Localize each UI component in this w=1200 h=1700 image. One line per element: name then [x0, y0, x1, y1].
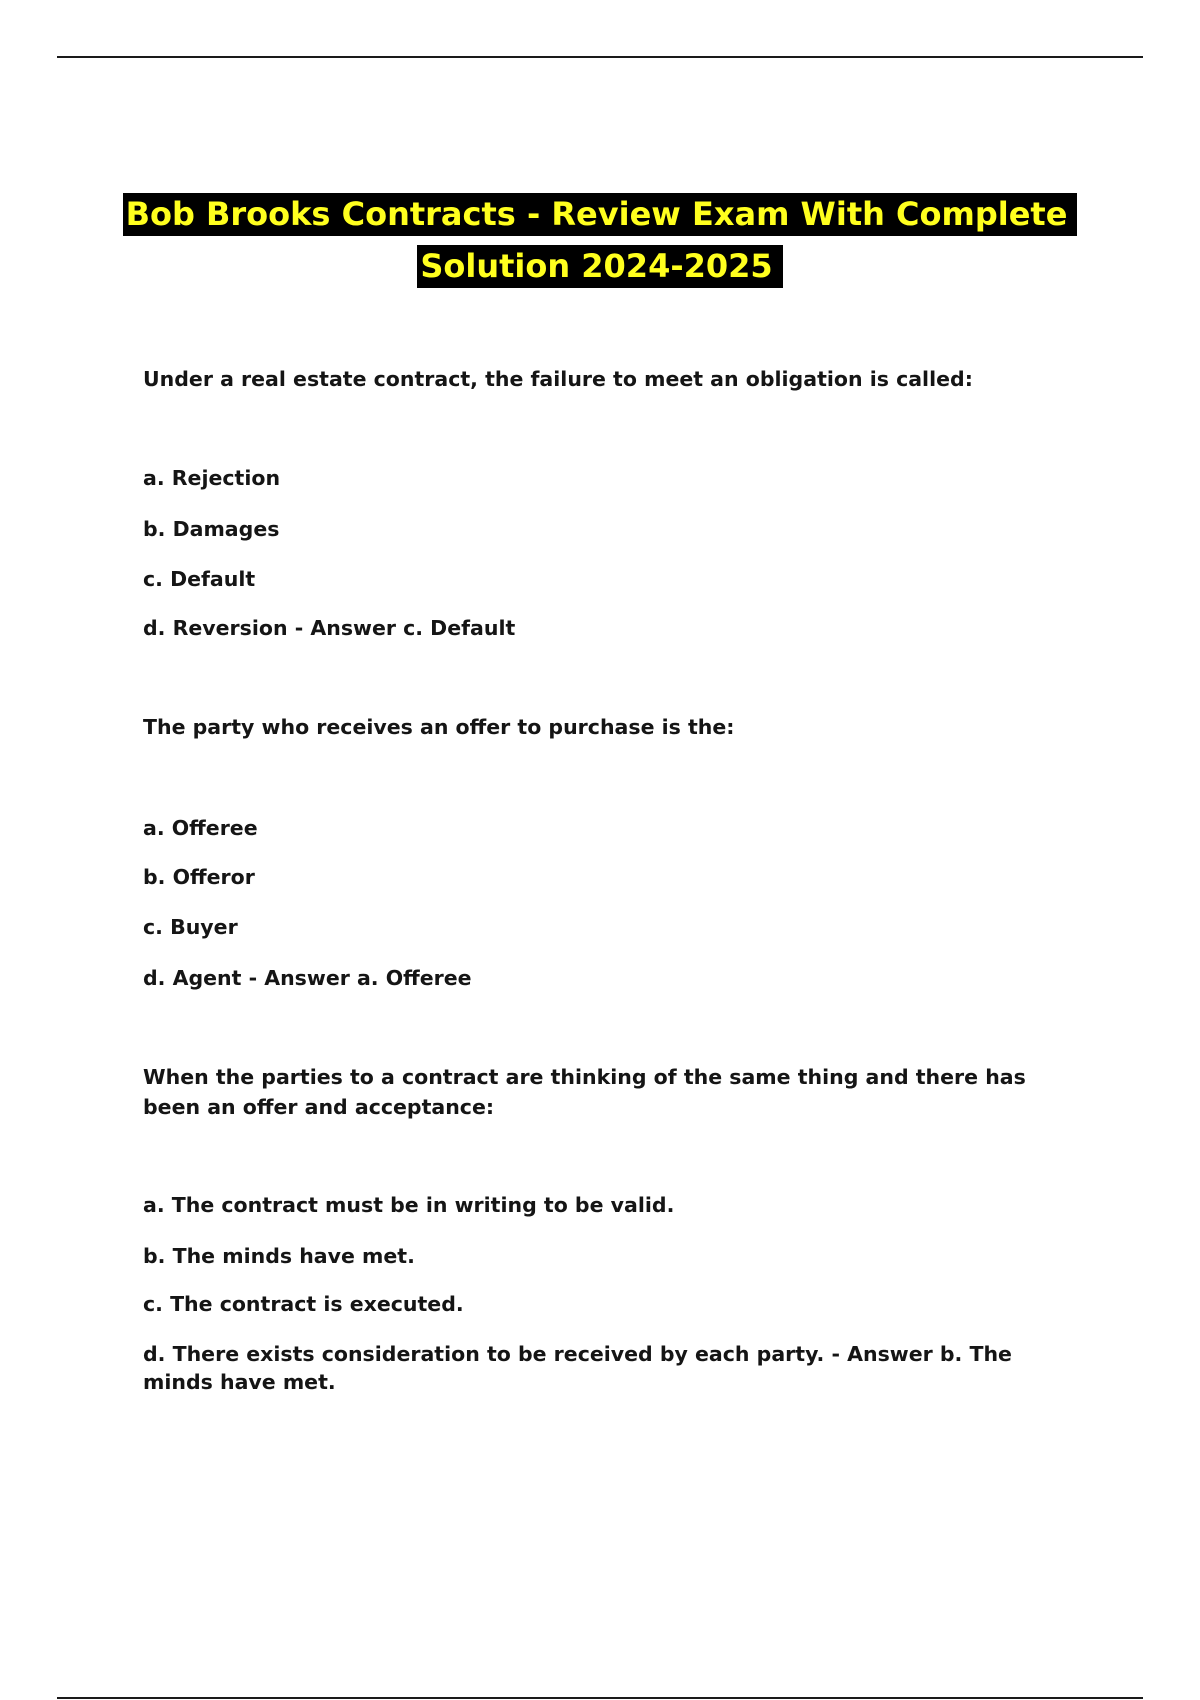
answer-option-with-answer: d. Reversion - Answer c. Default [143, 616, 516, 640]
answer-option: b. Damages [143, 517, 280, 541]
answer-option: b. Offeror [143, 865, 255, 889]
question-prompt: The party who receives an offer to purchase is the: [143, 715, 735, 739]
answer-option: c. Default [143, 567, 256, 591]
answer-option-with-answer: d. Agent - Answer a. Offeree [143, 966, 472, 990]
title-line-1: Bob Brooks Contracts - Review Exam With Complete [123, 193, 1078, 236]
answer-option: c. The contract is executed. [143, 1292, 464, 1316]
bottom-rule [57, 1697, 1143, 1699]
answer-option: a. The contract must be in writing to be valid. [143, 1193, 675, 1217]
answer-option: a. Rejection [143, 466, 281, 490]
document-title [0, 188, 1200, 292]
top-rule [57, 56, 1143, 58]
answer-option: b. The minds have met. [143, 1244, 415, 1268]
answer-option: c. Buyer [143, 915, 238, 939]
question-prompt: Under a real estate contract, the failure to meet an obligation is called: [143, 367, 973, 391]
title-line-2: Solution 2024-2025 [417, 245, 782, 288]
answer-option: a. Offeree [143, 816, 258, 840]
answer-option-with-answer: d. There exists consideration to be received by each party. - Answer b. The minds have met. [143, 1342, 1012, 1394]
question-prompt: When the parties to a contract are thinking of the same thing and there has been an offer and acceptance: [143, 1065, 1026, 1119]
